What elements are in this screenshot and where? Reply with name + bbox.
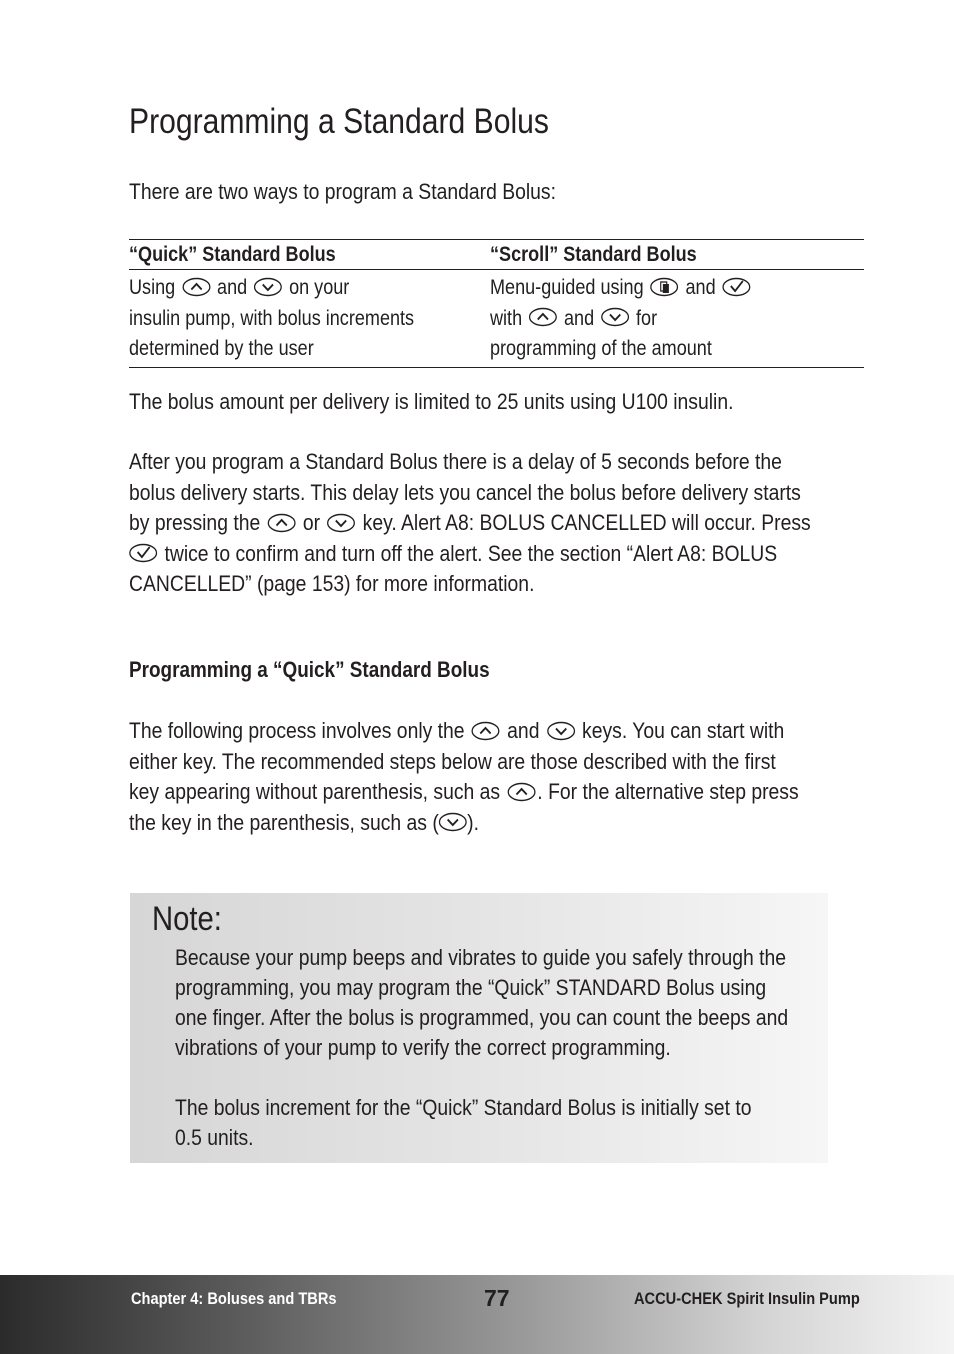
note-box (130, 893, 828, 1163)
down-key-icon (547, 721, 575, 741)
intro-text: There are two ways to program a Standard Bolus: (129, 179, 556, 204)
ok-check-key-icon (129, 543, 157, 563)
footer-product: ACCU-CHEK Spirit Insulin Pump (634, 1289, 860, 1308)
down-key-icon (439, 812, 467, 832)
section-subheading: Programming a “Quick” Standard Bolus (129, 657, 490, 682)
up-key-icon (472, 721, 500, 741)
down-key-icon (327, 513, 355, 533)
note-title: Note: (152, 900, 222, 938)
up-key-icon (529, 307, 557, 327)
down-key-icon (601, 307, 629, 327)
process-paragraph: The following process involves only the and keys. You can start with either key. The recommended steps below are those described with the first key appearing without parenthesis, such as . For the alternative step press the key in the parenthesis, such as ( ). (129, 718, 799, 835)
bolus-methods-table (129, 239, 864, 368)
note-paragraph-2: The bolus increment for the “Quick” Standard Bolus is initially set to 0.5 units. (175, 1095, 752, 1150)
table-cell-scroll: Menu-guided using and with and for programming of the amount (490, 272, 752, 364)
up-key-icon (267, 513, 295, 533)
table-header-scroll: “Scroll” Standard Bolus (490, 243, 697, 266)
page-title: Programming a Standard Bolus (129, 102, 549, 141)
delay-paragraph: After you program a Standard Bolus there is a delay of 5 seconds before the bolus delivery starts. This delay lets you cancel the bolus before delivery starts by pressing the or key. Alert A8: BOLUS CANCELLED will occur. Press twice to confirm and turn off the alert. See the section “Alert A8: BOLUS CANCELLED” (page 153) for more information. (129, 449, 811, 596)
table-header-quick: “Quick” Standard Bolus (129, 243, 336, 266)
bolus-limit-text: The bolus amount per delivery is limited to 25 units using U100 insulin. (129, 389, 734, 414)
ok-check-key-icon (722, 277, 750, 297)
footer-chapter: Chapter 4: Boluses and TBRs (131, 1289, 337, 1308)
up-key-icon (507, 782, 535, 802)
page-footer (0, 1275, 954, 1354)
note-paragraph-1: Because your pump beeps and vibrates to guide you safely through the programming, you may program the “Quick” STANDARD Bolus using one finger. After the bolus is programmed, you can count the beeps and vibrations of your pump to verify the correct programming. (175, 945, 789, 1060)
down-key-icon (254, 277, 282, 297)
up-key-icon (182, 277, 210, 297)
menu-key-icon (650, 277, 678, 297)
page-number: 77 (484, 1285, 510, 1311)
table-cell-quick: Using and on your insulin pump, with bolus increments determined by the user (129, 276, 415, 360)
table-header-rule (129, 269, 864, 270)
